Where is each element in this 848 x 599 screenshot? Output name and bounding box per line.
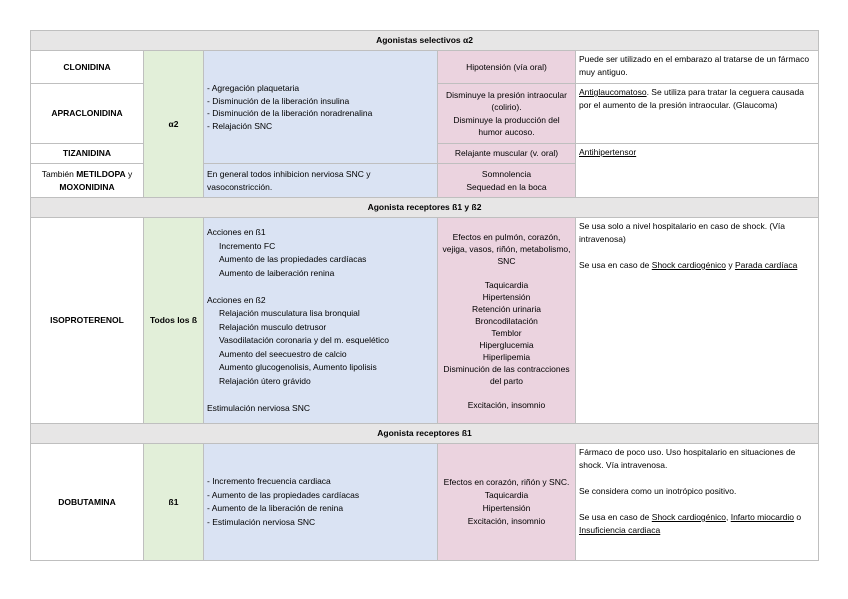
effect-item: Aumento de laiberación renina <box>219 267 335 278</box>
note-sep: , <box>725 512 731 522</box>
effect-item: Relajación musculo detrusor <box>219 321 327 332</box>
clinical-others <box>438 164 576 198</box>
clinical-item: Disminuye la producción del humor aucoso. <box>453 114 560 137</box>
antiglaucomatoso-link[interactable]: Antiglaucomatoso <box>579 87 647 97</box>
clinical-tizanidina: Relajante muscular (v. oral) <box>438 144 576 164</box>
effects-b2-heading: Acciones en ß2 <box>207 294 266 305</box>
note-indications <box>579 511 815 537</box>
effect-item: - Estimulación nerviosa SNC <box>207 516 316 527</box>
effect-item: Relajación musculatura lisa bronquial <box>219 308 360 318</box>
general-effect-alpha2: En general todos inhibicion nerviosa SNC y vasoconstricción. <box>204 164 438 198</box>
note-usage: Fármaco de poco uso. Uso hospitalario en situaciones de shock. Vía intravenosa. <box>579 447 796 470</box>
effect-snc: Estimulación nerviosa SNC <box>207 402 310 413</box>
effect-item: Vasodilatación coronaria y del m. esquelético <box>219 335 389 345</box>
note-hospital: Se usa solo a nivel hospitalario en caso de shock. (Vía intravenosa) <box>579 221 786 244</box>
clinical-item: Hiperlipemia <box>482 351 531 362</box>
note-apraclonidina <box>576 84 819 144</box>
effect-item: Aumento de las propiedades cardíacas <box>219 254 367 264</box>
clinical-item: Hiperglucemia <box>479 339 534 350</box>
drug-name-clonidina: CLONIDINA <box>31 51 144 84</box>
effect-item: - Aumento de la liberación de renina <box>207 503 344 513</box>
effects-b1-heading: Acciones en ß1 <box>207 227 266 237</box>
section-header-beta1: Agonista receptores ß1 <box>31 424 819 444</box>
effect-item: Aumento glucogenolisis, Aumento lipolisis <box>219 362 377 372</box>
effect-item: Relajación útero grávido <box>219 375 311 386</box>
effect-item: - Disminución de la liberación noradrenalina <box>207 108 373 118</box>
drug-name-dobutamina: DOBUTAMINA <box>31 444 144 561</box>
others-prefix: También <box>41 169 77 179</box>
clinical-item: Somnolencia <box>481 169 532 179</box>
drug-name-isoproterenol: ISOPROTERENOL <box>31 218 144 424</box>
drug-name-moxonidina: MOXONIDINA <box>59 181 115 192</box>
clinical-intro: Efectos en corazón, riñón y SNC. <box>443 477 570 487</box>
adrenergic-agonists-table <box>30 30 819 561</box>
effect-item: - Disminución de la liberación insulina <box>207 95 350 106</box>
note-indications-prefix: Se usa en caso de <box>579 512 652 522</box>
note-apraclonidina-text: . Se utiliza para tratar la ceguera causada por el aumento de la presión intraocular. (Glaucoma) <box>579 87 804 110</box>
receptor-alpha2: α2 <box>144 51 204 198</box>
clinical-item: Excitación, insomnio <box>467 516 546 526</box>
effect-item: Aumento del seecuestro de calcio <box>219 348 347 359</box>
note-clonidina: Puede ser utilizado en el embarazo al tratarse de un fármaco muy antiguo. <box>576 51 819 84</box>
note-tizanidina <box>576 144 819 198</box>
shock-cardiogenico-link[interactable]: Shock cardiogénico <box>651 260 726 270</box>
effect-item: Incremento FC <box>219 240 276 251</box>
clinical-clonidina: Hipotensión (vía oral) <box>438 51 576 84</box>
clinical-item: Temblor <box>491 327 522 338</box>
effects-dobutamina <box>204 444 438 561</box>
note-usage <box>579 259 815 272</box>
others-conj: y <box>125 169 133 179</box>
clinical-item: Sequedad en la boca <box>466 181 547 192</box>
note-dobutamina <box>576 444 819 561</box>
infarto-miocardio-link[interactable]: Infarto miocardio <box>730 512 795 522</box>
clinical-snc: Excitación, insomnio <box>467 399 546 410</box>
effect-item: - Aumento de las propiedades cardíacas <box>207 489 360 500</box>
clinical-apraclonidina <box>438 84 576 144</box>
parada-cardiaca-link[interactable]: Parada cardíaca <box>734 260 798 270</box>
clinical-item: Hipertensión <box>482 291 531 302</box>
effects-alpha2 <box>204 51 438 164</box>
clinical-dobutamina <box>438 444 576 561</box>
insuficiencia-cardiaca-link[interactable]: Insuficiencia cardiaca <box>579 525 661 535</box>
clinical-isoproterenol <box>438 218 576 424</box>
note-usage-conj: y <box>725 260 735 270</box>
clinical-item: Hipertensión <box>482 503 531 513</box>
drug-name-tizanidina: TIZANIDINA <box>31 144 144 164</box>
drug-name-apraclonidina: APRACLONIDINA <box>31 84 144 144</box>
effects-isoproterenol <box>204 218 438 424</box>
drug-name-metildopa: METILDOPA <box>76 169 126 179</box>
section-header-beta12: Agonista receptores ß1 y ß2 <box>31 198 819 218</box>
receptor-beta12: Todos los ß <box>144 218 204 424</box>
note-sep: o <box>794 512 802 522</box>
receptor-beta1: ß1 <box>144 444 204 561</box>
drug-name-others <box>31 164 144 198</box>
note-usage-prefix: Se usa en caso de <box>579 260 652 270</box>
antihipertensor-link[interactable]: Antihipertensor <box>579 147 637 157</box>
clinical-item: Taquicardia <box>484 279 529 290</box>
clinical-intro: Efectos en pulmón, corazón, vejiga, vasos, riñón, metabolismo, SNC <box>442 231 571 266</box>
note-inotropic: Se considera como un inotrópico positivo. <box>579 486 737 496</box>
effect-item: - Incremento frecuencia cardiaca <box>207 476 331 486</box>
clinical-item: Broncodilatación <box>475 315 538 326</box>
effect-item: - Agregación plaquetaria <box>207 83 300 93</box>
clinical-item: Retención urinaria <box>472 303 541 314</box>
effect-item: - Relajación SNC <box>207 120 273 131</box>
clinical-item: Disminución de las contracciones del parto <box>443 363 570 386</box>
note-isoproterenol <box>576 218 819 424</box>
clinical-item: Disminuye la presión intraocular (colirio). <box>446 89 567 112</box>
section-header-alpha2: Agonistas selectivos α2 <box>31 31 819 51</box>
shock-cardiogenico-link[interactable]: Shock cardiogénico <box>651 512 726 522</box>
clinical-item: Taquicardia <box>484 490 529 500</box>
